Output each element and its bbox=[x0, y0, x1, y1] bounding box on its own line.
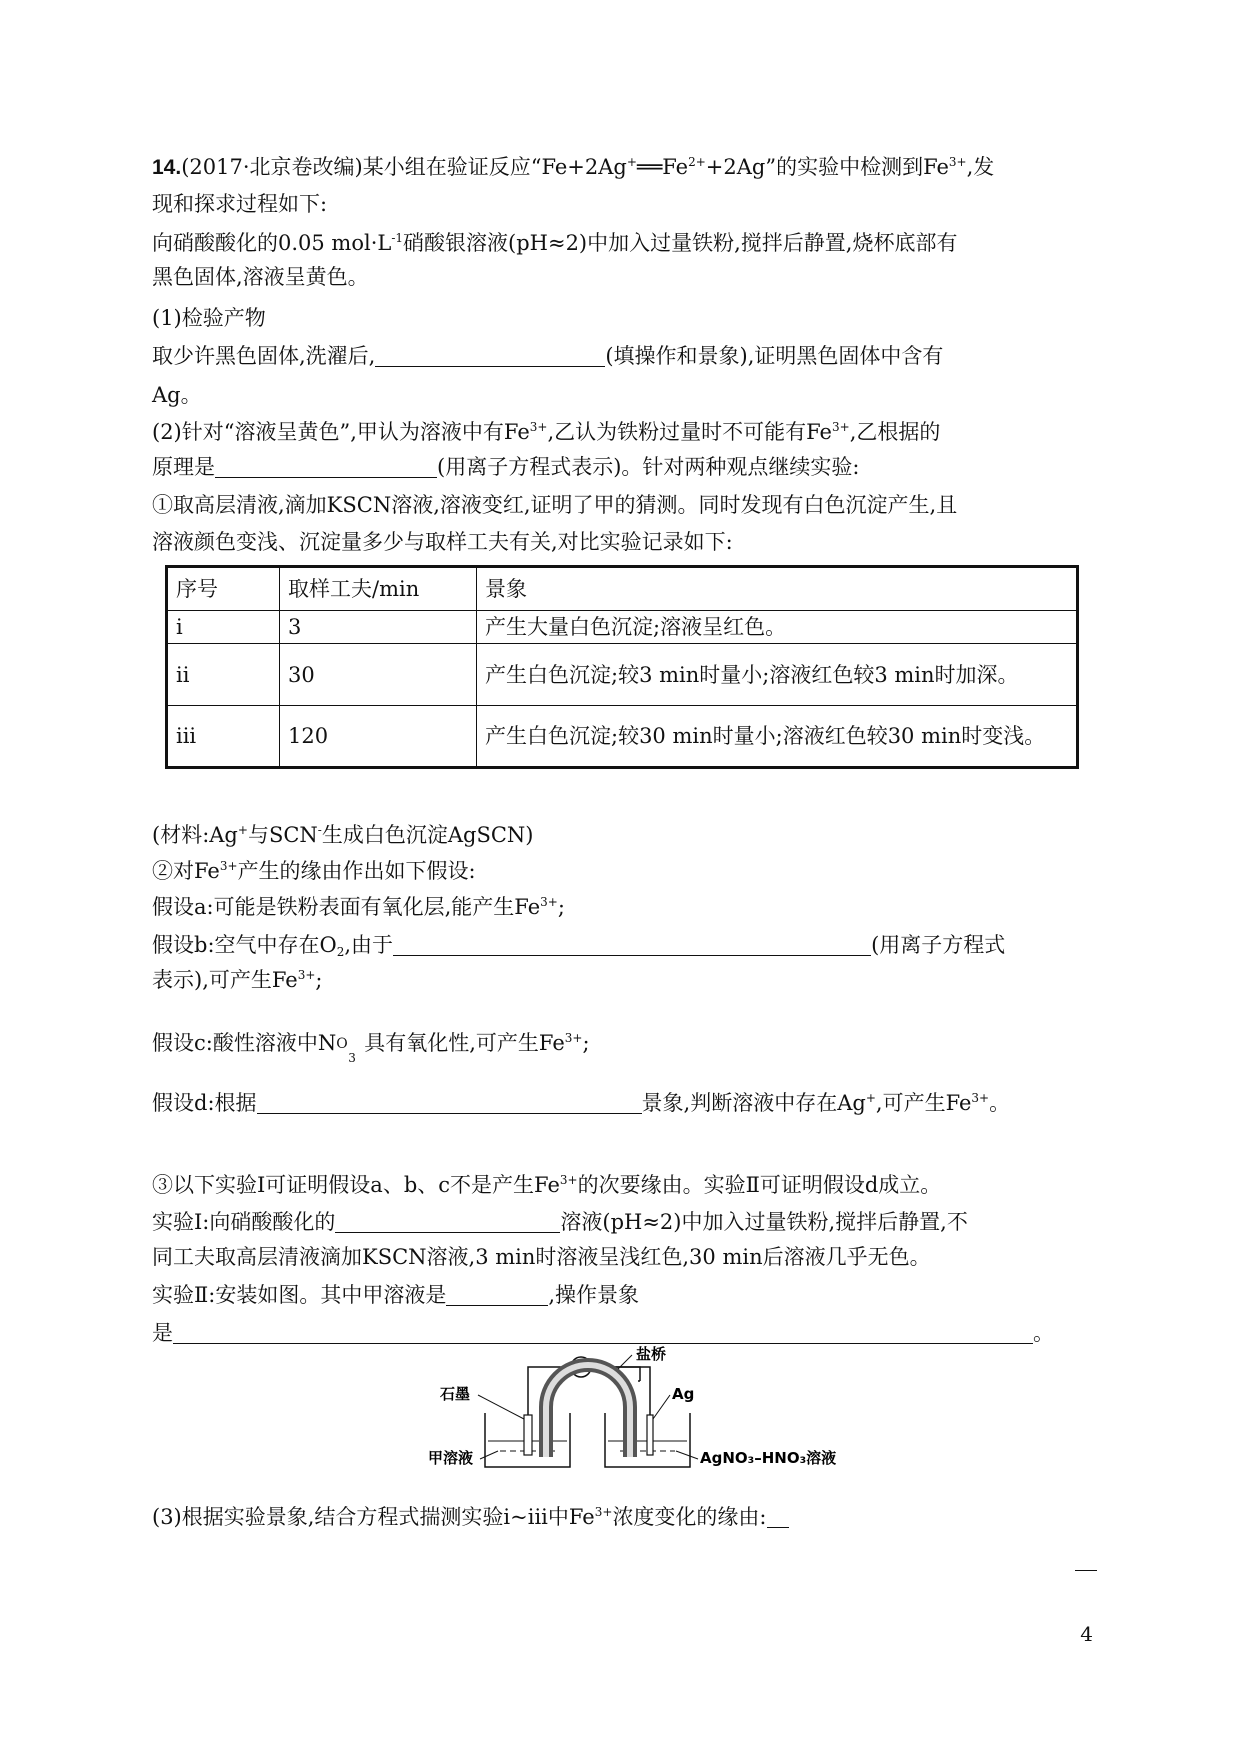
hypothesis-d: 假设d:根据 景象,判断溶液中存在Ag+,可产生$Fe^{3+}$。 bbox=[152, 1091, 1011, 1115]
table-cell: i bbox=[167, 611, 280, 644]
hypothesis-a: 假设a:可能是铁粉表面有氧化层,能产生$Fe^{3+}$; bbox=[152, 895, 565, 919]
part2-line-3: ①取高层清液,滴加KSCN溶液,溶液变红,证明了甲的猜测。同时发现有白色沉淀产生,且 bbox=[152, 493, 958, 517]
answer-blank-2[interactable] bbox=[215, 455, 437, 478]
table-row bbox=[167, 644, 1078, 706]
part4-line-1: (3)根据实验景象,结合方程式揣测实验i~iii中$Fe^{3+}$浓度变化的缘由: bbox=[152, 1502, 789, 1532]
table-cell: 产生白色沉淀;较30 min时量小;溶液红色较30 min时变浅。 bbox=[477, 706, 1078, 768]
svg-text:甲溶液: 甲溶液 bbox=[428, 1449, 474, 1467]
part2-line-4: 溶液颜色变浅、沉淀量多少与取样工夫有关,对比实验记录如下: bbox=[152, 530, 733, 554]
table-cell: iii bbox=[167, 706, 280, 768]
table-header: 取样工夫/min bbox=[280, 567, 477, 611]
svg-text:盐桥: 盐桥 bbox=[636, 1345, 667, 1363]
hypothesis-c: 假设c:酸性溶液中N O 3 具有氧化性,可产生$Fe^{3+}$; bbox=[152, 1031, 590, 1065]
svg-text:A: A bbox=[575, 1361, 587, 1376]
question-line-2: 现和探求过程如下: bbox=[152, 192, 328, 216]
hypothesis-b: 假设b:空气中存在$O_2$,由于 (用离子方程式 bbox=[152, 933, 1006, 959]
part2-line-1: (2)针对“溶液呈黄色”,甲认为溶液中有$Fe^{3+}$,乙认为铁粉过量时不可能有$Fe^{3+}$,乙根据的 bbox=[152, 420, 941, 444]
part2-line-2: 原理是 (用离子方程式表示)。针对两种观点继续实验: bbox=[152, 455, 860, 479]
part3-line-3: 同工夫取高层清液滴加KSCN溶液,3 min时溶液呈浅红色,30 min后溶液几乎无色。 bbox=[152, 1245, 931, 1269]
answer-blank-4[interactable] bbox=[257, 1091, 642, 1114]
table-cell: 产生大量白色沉淀;溶液呈红色。 bbox=[477, 611, 1078, 644]
question-intro: (2017·北京卷改编)某小组在验证反应“Fe+2Ag bbox=[181, 155, 627, 179]
part3-line-2: 实验Ⅰ:向硝酸酸化的 溶液(pH≈2)中加入过量铁粉,搅拌后静置,不 bbox=[152, 1210, 968, 1234]
table-cell: 120 bbox=[280, 706, 477, 768]
answer-blank-1[interactable] bbox=[375, 344, 605, 367]
part1-line-2: Ag。 bbox=[152, 383, 202, 407]
answer-blank-8[interactable] bbox=[767, 1505, 789, 1528]
table-cell: ii bbox=[167, 644, 280, 706]
hypothesis-intro: ②对$Fe^{3+}$产生的缘由作出如下假设: bbox=[152, 859, 476, 883]
material-note: (材料:Ag+与SCN-生成白色沉淀AgSCN) bbox=[152, 823, 534, 847]
part1-line: 取少许黑色固体,洗濯后, (填操作和景象),证明黑色固体中含有 bbox=[152, 344, 944, 368]
answer-blank-3[interactable] bbox=[393, 933, 871, 956]
table-cell: 3 bbox=[280, 611, 477, 644]
part3-line-1: ③以下实验Ⅰ可证明假设a、b、c不是产生$Fe^{3+}$的次要缘由。实验Ⅱ可证明假设d成立。 bbox=[152, 1173, 942, 1197]
svg-text:AgNO₃–HNO₃溶液: AgNO₃–HNO₃溶液 bbox=[700, 1449, 837, 1467]
svg-text:Ag: Ag bbox=[672, 1385, 695, 1403]
answer-blank-7[interactable] bbox=[173, 1321, 1033, 1344]
table-header: 序号 bbox=[167, 567, 280, 611]
electrochemical-cell-diagram bbox=[428, 1345, 837, 1475]
question-line-3: 向硝酸酸化的0.05 $mol\cdot L^{-1}$硝酸银溶液(pH≈2)中加入过量铁粉,搅拌后静置,烧杯底部有 bbox=[152, 231, 958, 255]
answer-blank-6[interactable] bbox=[446, 1283, 548, 1306]
question-line-1: 14.(2017·北京卷改编)某小组在验证反应“$Fe+2Ag^+══Fe^{2+}+2Ag$”的实验中检测到$Fe^{3+}$,发 bbox=[152, 155, 995, 179]
part3-line-4: 实验Ⅱ:安装如图。其中甲溶液是 ,操作景象 bbox=[152, 1283, 640, 1307]
answer-blank-9-line bbox=[1075, 1545, 1097, 1575]
experiment-table bbox=[165, 565, 1079, 769]
table-row bbox=[167, 706, 1078, 768]
table-cell: 产生白色沉淀;较3 min时量小;溶液红色较3 min时加深。 bbox=[477, 644, 1078, 706]
table-row bbox=[167, 611, 1078, 644]
table-cell: 30 bbox=[280, 644, 477, 706]
graphite-electrode bbox=[524, 1415, 532, 1455]
part3-line-5: 是 。 bbox=[152, 1321, 1054, 1345]
page-number: 4 bbox=[1080, 1622, 1093, 1646]
silver-electrode bbox=[647, 1415, 653, 1455]
answer-blank-9[interactable] bbox=[1075, 1548, 1097, 1571]
answer-blank-5[interactable] bbox=[335, 1210, 560, 1233]
question-line-4: 黑色固体,溶液呈黄色。 bbox=[152, 265, 369, 289]
table-header: 景象 bbox=[477, 567, 1078, 611]
question-number: 14. bbox=[152, 156, 182, 179]
part1-title: (1)检验产物 bbox=[152, 306, 266, 330]
table-header-row bbox=[167, 567, 1078, 611]
hypothesis-b-line-2: 表示),可产生$Fe^{3+}$; bbox=[152, 968, 323, 992]
svg-text:石墨: 石墨 bbox=[440, 1385, 471, 1403]
